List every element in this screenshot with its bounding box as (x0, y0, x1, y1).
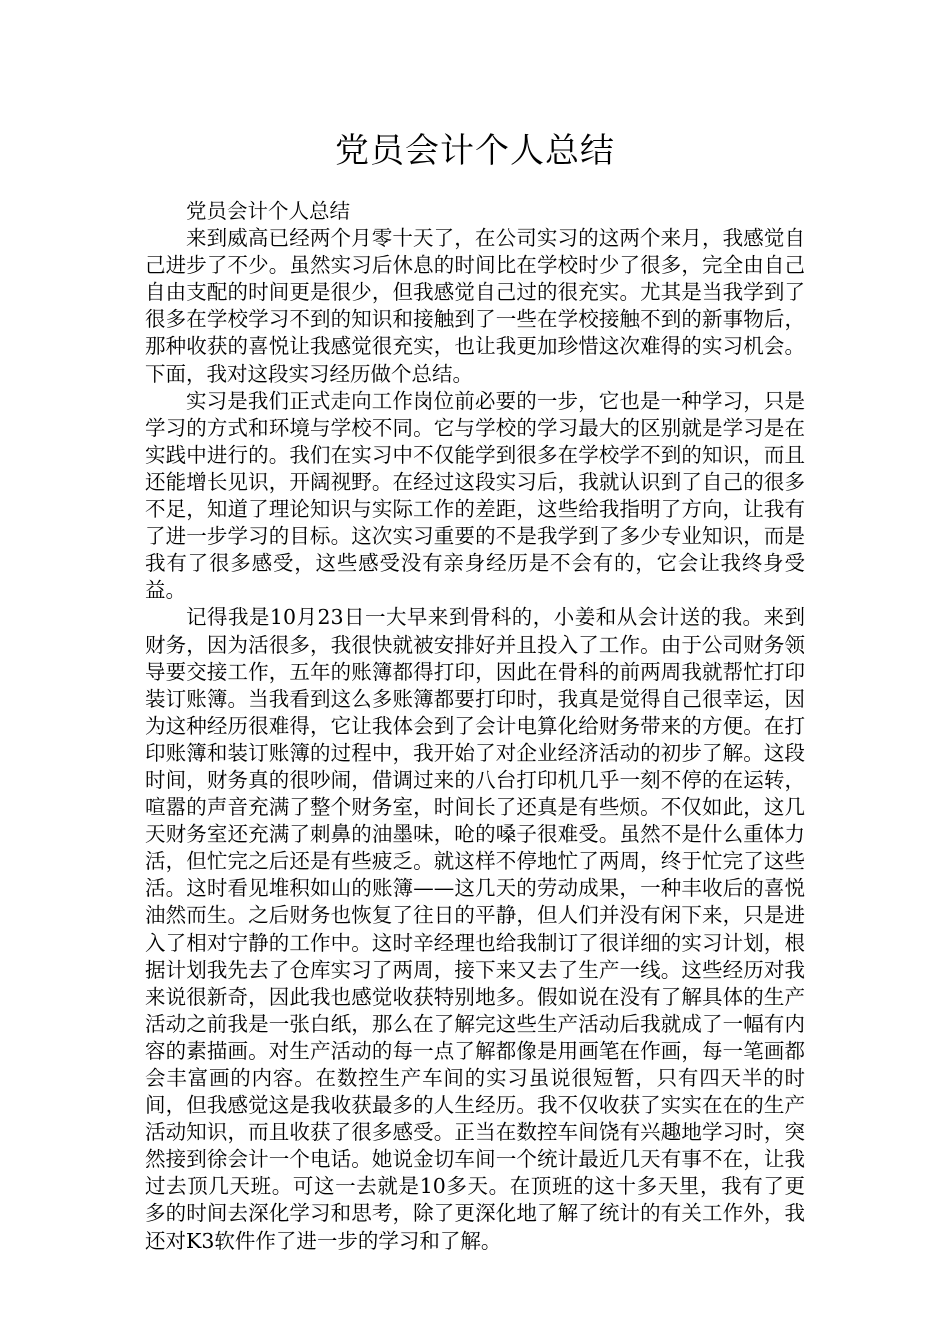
body-paragraph: 实习是我们正式走向工作岗位前必要的一步，它也是一种学习，只是学习的方式和环境与学校不同。它与学校的学习最大的区别就是学习是在实践中进行的。我们在实习中不仅能学到很多在学校学不到的知识，而且还能增长见识，开阔视野。在经过这段实习后，我就认识到了自己的很多不足，知道了理论知识与实际工作的差距，这些给我指明了方向，让我有了进一步学习的目标。这次实习重要的不是我学到了多少专业知识，而是我有了很多感受，这些感受没有亲身经历是不会有的，它会让我终身受益。 (145, 388, 805, 603)
body-paragraph: 来到威高已经两个月零十天了，在公司实习的这两个来月，我感觉自己进步了不少。虽然实习后休息的时间比在学校时少了很多，完全由自己自由支配的时间更是很少，但我感觉自己过的很充实。尤其是当我学到了很多在学校学习不到的知识和接触到了一些在学校接触不到的新事物后，那种收获的喜悦让我感觉很充实，也让我更加珍惜这次难得的实习机会。下面，我对这段实习经历做个总结。 (145, 226, 805, 386)
subtitle-paragraph: 党员会计个人总结 (186, 199, 350, 223)
document-body (145, 198, 805, 1255)
body-paragraph: 记得我是10月23日一大早来到骨科的，小姜和从会计送的我。来到财务，因为活很多，我很快就被安排好并且投入了工作。由于公司财务领导要交接工作，五年的账簿都得打印，因此在骨科的前两周我就帮忙打印装订账簿。当我看到这么多账簿都要打印时，我真是觉得自己很幸运，因为这种经历很难得，它让我体会到了会计电算化给财务带来的方便。在打印账簿和装订账簿的过程中，我开始了对企业经济活动的初步了解。这段时间，财务真的很吵闹，借调过来的八台打印机几乎一刻不停的在运转，喧嚣的声音充满了整个财务室，时间长了还真是有些烦。不仅如此，这几天财务室还充满了刺鼻的油墨味，呛的嗓子很难受。虽然不是什么重体力活，但忙完之后还是有些疲乏。就这样不停地忙了两周，终于忙完了这些活。这时看见堆积如山的账簿——这几天的劳动成果，一种丰收后的喜悦油然而生。之后财务也恢复了往日的平静，但人们并没有闲下来，只是进入了相对宁静的工作中。这时辛经理也给我制订了很详细的实习计划，根据计划我先去了仓库实习了两周，接下来又去了生产一线。这些经历对我来说很新奇，因此我也感觉收获特别地多。假如说在没有了解具体的生产活动之前我是一张白纸，那么在了解完这些生产活动后我就成了一幅有内容的素描画。对生产活动的每一点了解都像是用画笔在作画，每一笔画都会丰富画的内容。在数控生产车间的实习虽说很短暂，只有四天半的时间，但我感觉这是我收获最多的人生经历。我不仅收获了实实在在的生产活动知识，而且收获了很多感受。正当在数控车间饶有兴趣地学习时，突然接到徐会计一个电话。她说金切车间一个统计最近几天有事不在，让我过去顶几天班。可这一去就是10多天。在顶班的这十多天里，我有了更多的时间去深化学习和思考，除了更深化地了解了统计的有关工作外，我还对K3软件作了进一步的学习和了解。 (145, 605, 805, 1253)
document-title: 党员会计个人总结 (335, 131, 615, 171)
